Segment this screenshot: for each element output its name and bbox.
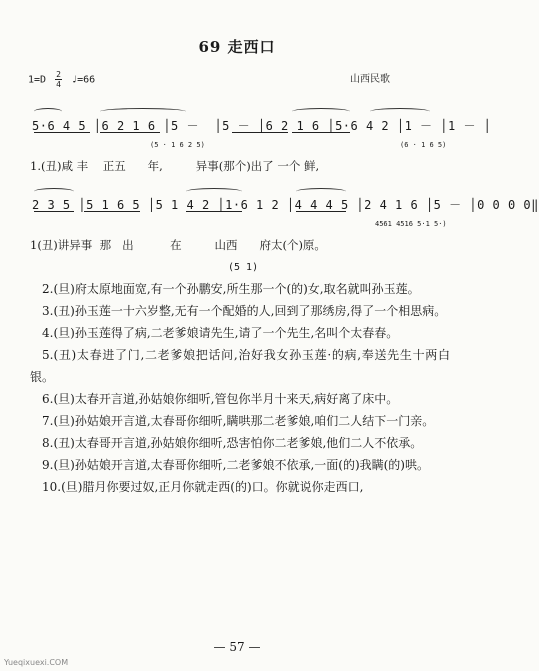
verse-item: 7.(旦)孙姑娘开言道,太春哥你细听,瞒哄那二老爹娘,咱们二人结下一门亲。 (42, 414, 435, 428)
site-watermark: Yueqixuexi.COM (4, 658, 69, 667)
slur-mark (296, 188, 346, 195)
notation-row-2: 2 3 5 │5 1 6 5 │5 1 4 2 │1·6 1 2 │4 4 4 5 │2 4 1 6 │5 － │0 0 0 0‖ (32, 198, 539, 212)
key-text: 1=D (28, 74, 47, 86)
slur-mark (100, 108, 186, 115)
lyric-line-1: 1.(丑)咸 丰 正五 年, 异事(那个)出了 一个 鲜, (30, 159, 320, 173)
verse-item: 8.(丑)太春哥开言道,孙姑娘你细听,恐害怕你二老爹娘,他们二人不依承。 (42, 436, 423, 450)
verse-item: 9.(旦)孙姑娘开言道,太春哥你细听,二老爹娘不依承,一面(的)我瞒(的)哄。 (42, 458, 429, 472)
tempo-marking: ♩=66 (71, 74, 96, 86)
verse-item: 3.(丑)孙玉莲一十六岁整,无有一个配婚的人,回到了那绣房,得了一个相思病。 (42, 304, 447, 318)
slur-mark (370, 108, 430, 115)
notation-annotation: (5 · 1 6 2 5) (150, 141, 205, 149)
song-title: 69 走西口 (198, 38, 276, 56)
notation-annotation: (6 · 1 6 5) (400, 141, 447, 149)
notation-annotation: 4561 4516 5·1 5·) (375, 220, 447, 228)
notation-row-1: 5·6 4 5 │6 2 1 6 │5 － │5 － │6 2 1 6 │5·6 4 2 │1 － │1 － │ (32, 119, 492, 133)
time-signature (55, 70, 62, 89)
slur-mark (34, 188, 74, 195)
verse-list (30, 278, 450, 498)
time-num: 2 (56, 70, 61, 79)
verse-item: 4.(旦)孙玉莲得了病,二老爹娘请先生,请了一个先生,名叫个太春春。 (42, 326, 399, 340)
key-signature (28, 70, 95, 89)
verse-item: 10.(旦)腊月你要过奴,正月你就走西(的)口。你就说你走西口, (42, 480, 364, 494)
time-den: 4 (56, 80, 61, 89)
slur-mark (186, 188, 242, 195)
page-number: — 57 — (213, 640, 261, 654)
verse-item: 2.(旦)府太原地面宽,有一个孙鹏安,所生那一个(的)女,取名就叫孙玉莲。 (42, 282, 420, 296)
slur-mark (34, 108, 62, 115)
slur-mark (292, 108, 350, 115)
notation-annotation: (5 1) (228, 262, 259, 273)
lyric-line-2: 1(丑)讲异事 那 出 在 山西 府太(个)原。 (30, 238, 326, 252)
verse-item: 6.(旦)太春开言道,孙姑娘你细听,管包你半月十来天,病好离了床中。 (42, 392, 399, 406)
song-origin: 山西民歌 (350, 74, 390, 85)
verse-item: 5.(丑)太春进了门,二老爹娘把话问,治好我女孙玉莲·的病,奉送先生十两白银。 (30, 348, 450, 384)
